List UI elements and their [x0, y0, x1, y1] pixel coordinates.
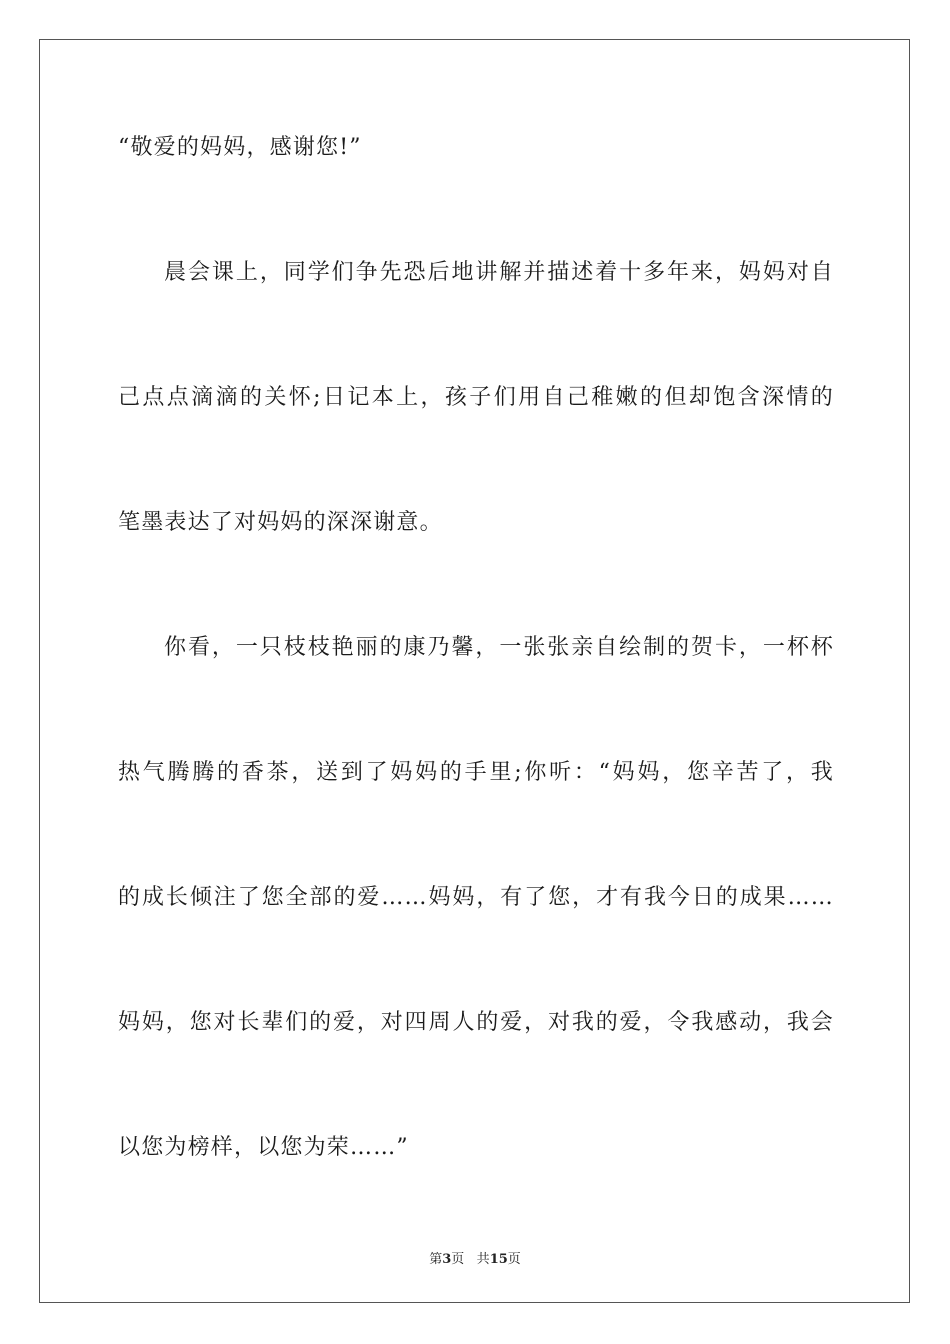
page-footer: [0, 1248, 950, 1267]
text-line-9: 以您为榜样，以您为荣……”: [118, 1135, 409, 1160]
footer-prefix: 第: [429, 1252, 443, 1267]
text-line-2: 晨会课上，同学们争先恐后地讲解并描述着十多年来，妈妈对自: [164, 260, 834, 285]
footer-page-number: 3: [442, 1252, 452, 1267]
footer-page-suffix: 页: [451, 1252, 465, 1267]
text-line-8: 妈妈，您对长辈们的爱，对四周人的爱，对我的爱，令我感动，我会: [118, 1010, 834, 1035]
footer-total-suffix: 页: [507, 1252, 521, 1267]
footer-gap: [464, 1252, 476, 1267]
text-line-1: “敬爱的妈妈，感谢您!”: [118, 135, 362, 160]
text-line-5: 你看，一只枝枝艳丽的康乃馨，一张张亲自绘制的贺卡，一杯杯: [164, 635, 834, 660]
page-border: [39, 39, 910, 1303]
text-line-4: 笔墨表达了对妈妈的深深谢意。: [118, 510, 443, 535]
footer-total-pages: 15: [489, 1252, 508, 1267]
text-line-7: 的成长倾注了您全部的爱……妈妈，有了您，才有我今日的成果……: [118, 885, 834, 910]
text-line-3: 己点点滴滴的关怀;日记本上，孩子们用自己稚嫩的但却饱含深情的: [118, 385, 834, 410]
text-line-6: 热气腾腾的香茶，送到了妈妈的手里;你听：“妈妈，您辛苦了，我: [118, 760, 834, 785]
footer-total-prefix: 共: [476, 1252, 490, 1267]
